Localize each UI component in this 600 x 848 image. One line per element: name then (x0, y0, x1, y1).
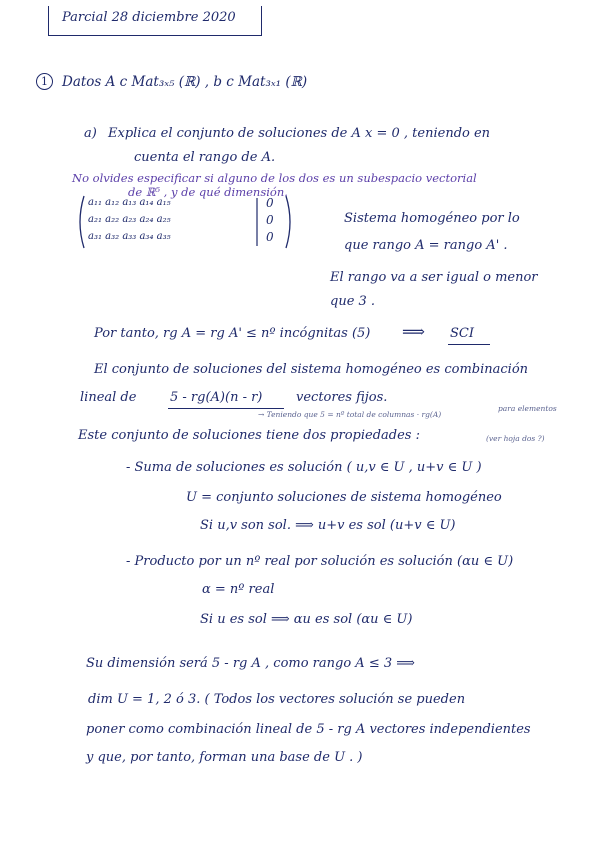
margin-note-see-sheet: (ver hoja dos ?) (486, 434, 545, 443)
expression-underline (168, 408, 284, 409)
matrix-rhs-2: 0 (266, 213, 274, 227)
dimension-line2: dim U = 1, 2 ó 3. ( Todos los vectores solución se pueden (88, 692, 466, 707)
side-note-line1: Sistema homogéneo por lo (344, 211, 520, 226)
matrix-rhs-3: 0 (266, 230, 274, 244)
system-type-result: SCI (450, 326, 474, 341)
part-a-line2: cuenta el rango de A. (134, 150, 276, 165)
matrix-row-2: a₂₁ a₂₂ a₂₃ a₂₄ a₂₅ (88, 214, 171, 225)
solution-set-line1: El conjunto de soluciones del sistema homogéneo es combinación (94, 362, 529, 377)
margin-note-elements: para elementos (498, 404, 557, 413)
property-product-line2: α = nº real (202, 582, 275, 597)
result-underline (448, 344, 490, 345)
side-note-line4: que 3 . (330, 294, 376, 309)
solution-set-line2-start: lineal de (80, 390, 137, 405)
property-product-line1: - Producto por un nº real por solución es solución (αu ∈ U) (126, 554, 514, 569)
problem-data-line: Datos A c Mat₃ₓ₅ (ℝ) , b c Mat₃ₓ₁ (ℝ) (62, 74, 308, 90)
property-sum-line3: Si u,v son sol. ⟹ u+v es sol (u+v ∈ U) (200, 518, 456, 533)
implies-arrow-icon: ⟹ (402, 322, 425, 341)
dimension-line4: y que, por tanto, forman una base de U . ) (86, 750, 363, 765)
property-product-line3: Si u es sol ⟹ αu es sol (αu ∈ U) (200, 612, 413, 627)
property-sum-line2: U = conjunto soluciones de sistema homogéneo (186, 490, 502, 505)
properties-intro: Este conjunto de soluciones tiene dos propiedades : (78, 428, 420, 443)
dimension-line1: Su dimensión será 5 - rg A , como rango A ≤ 3 ⟹ (86, 656, 415, 671)
conclusion-line: Por tanto, rg A = rg A' ≤ nº incógnitas (5) (94, 326, 371, 341)
augmented-matrix (74, 194, 296, 250)
matrix-row-1: a₁₁ a₁₂ a₁₃ a₁₄ a₁₅ (88, 197, 171, 208)
part-a-label: a) (84, 126, 97, 141)
property-sum-line1: - Suma de soluciones es solución ( u,v ∈ U , u+v ∈ U ) (126, 460, 482, 475)
matrix-row-3: a₃₁ a₃₂ a₃₃ a₃₄ a₃₅ (88, 231, 171, 242)
note-line2: de ℝ⁵ , y de qué dimensión. (128, 185, 288, 199)
margin-note-columns: → Teniendo que 5 = nº total de columnas · rg(A) (258, 410, 442, 419)
matrix-rhs-1: 0 (266, 196, 274, 210)
solution-set-line2-end: vectores fijos. (296, 390, 388, 405)
note-line1: No olvides especificar si alguno de los dos es un subespacio vectorial (72, 171, 477, 185)
page-title: Parcial 28 diciembre 2020 (62, 10, 236, 25)
part-a-line1: Explica el conjunto de soluciones de A x = 0 , teniendo en (108, 126, 491, 141)
side-note-line2: que rango A = rango A' . (344, 238, 508, 253)
dimension-line3: poner como combinación lineal de 5 - rg A vectores independientes (86, 722, 531, 737)
side-note-line3: El rango va a ser igual o menor (330, 270, 538, 285)
vector-count-expression: 5 - rg(A)(n - r) (170, 390, 263, 405)
problem-number: 1 (36, 73, 53, 90)
